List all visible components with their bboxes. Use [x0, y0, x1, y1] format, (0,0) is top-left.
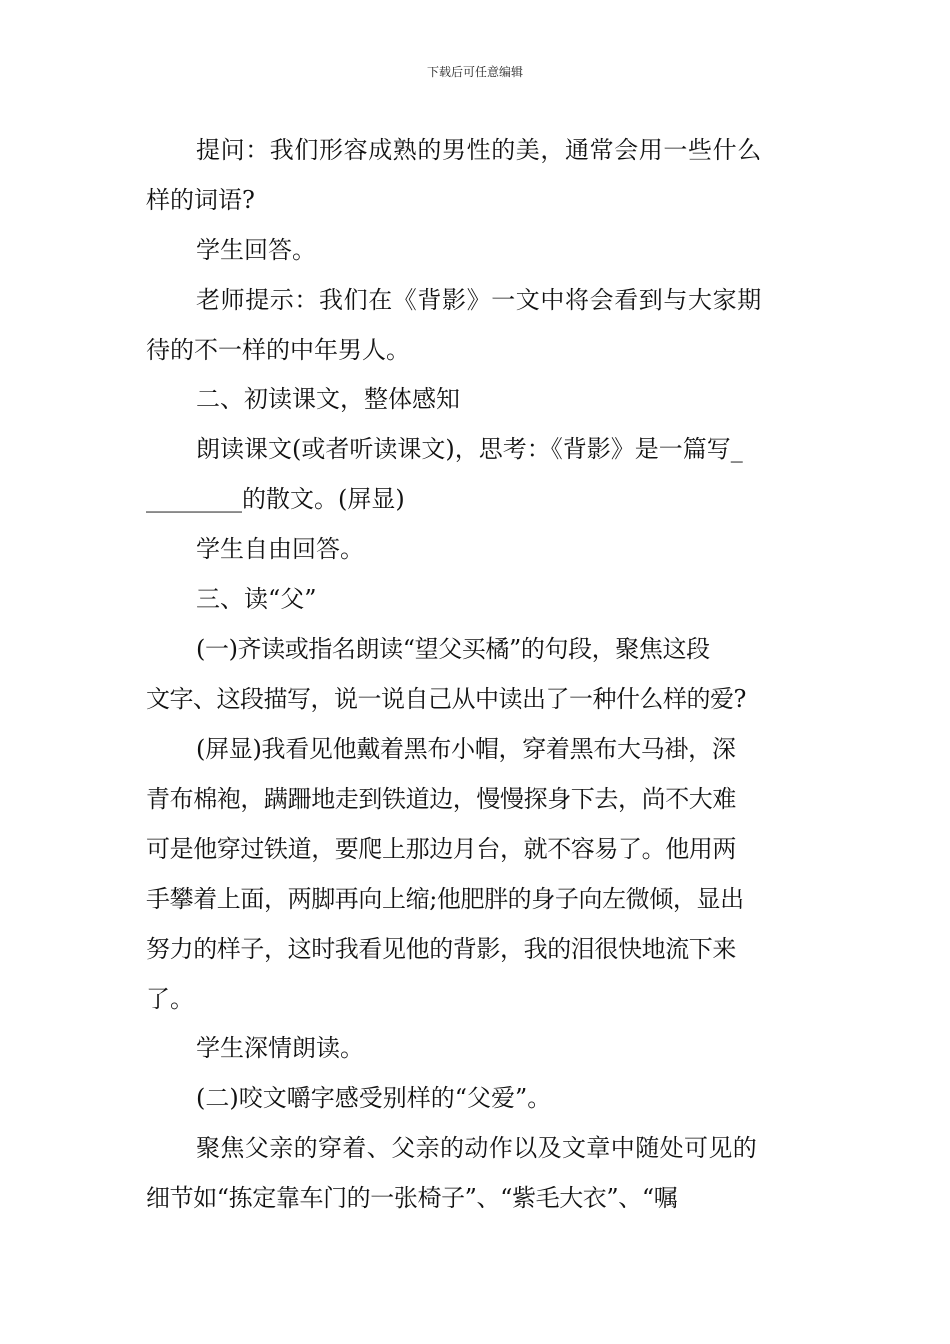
text-line: 学生自由回答。 [196, 535, 364, 563]
text-line: 待的不一样的中年男人。 [146, 336, 410, 364]
text-line: 青布棉袍，蹒跚地走到铁道边，慢慢探身下去，尚不大难 [146, 785, 736, 813]
text-line: 老师提示：我们在《背影》一文中将会看到与大家期 [196, 286, 762, 314]
text-line: (二)咬文嚼字感受别样的“父爱”。 [196, 1084, 552, 1112]
text-line: 提问：我们形容成熟的男性的美，通常会用一些什么 [196, 136, 762, 164]
page-header: 下载后可任意编辑 [426, 65, 523, 79]
text-line: ________的散文。(屏显) [146, 485, 405, 513]
text-line: 手攀着上面，两脚再向上缩;他肥胖的身子向左微倾，显出 [146, 885, 744, 913]
text-line: (屏显)我看见他戴着黑布小帽，穿着黑布大马褂，深 [196, 735, 736, 763]
text-line: 了。 [146, 985, 194, 1013]
text-line: 可是他穿过铁道，要爬上那边月台，就不容易了。他用两 [146, 835, 736, 863]
text-line: 朗读课文(或者听读课文)，思考：《背影》是一篇写_ [196, 435, 743, 463]
text-line: 二、初读课文，整体感知 [196, 385, 460, 413]
text-line: 细节如“拣定靠车门的一张椅子”、“紫毛大衣”、“嘱 [146, 1184, 678, 1212]
text-line: (一)齐读或指名朗读“望父买橘”的句段，聚焦这段 [196, 635, 710, 663]
text-line: 三、读“父” [196, 585, 317, 613]
text-line: 学生深情朗读。 [196, 1034, 364, 1062]
text-line: 聚焦父亲的穿着、父亲的动作以及文章中随处可见的 [196, 1134, 758, 1162]
text-line: 学生回答。 [196, 236, 316, 264]
text-line: 样的词语? [146, 186, 255, 214]
text-line: 文字、这段描写，说一说自己从中读出了一种什么样的爱? [146, 685, 746, 713]
text-line: 努力的样子，这时我看见他的背影，我的泪很快地流下来 [146, 935, 736, 963]
